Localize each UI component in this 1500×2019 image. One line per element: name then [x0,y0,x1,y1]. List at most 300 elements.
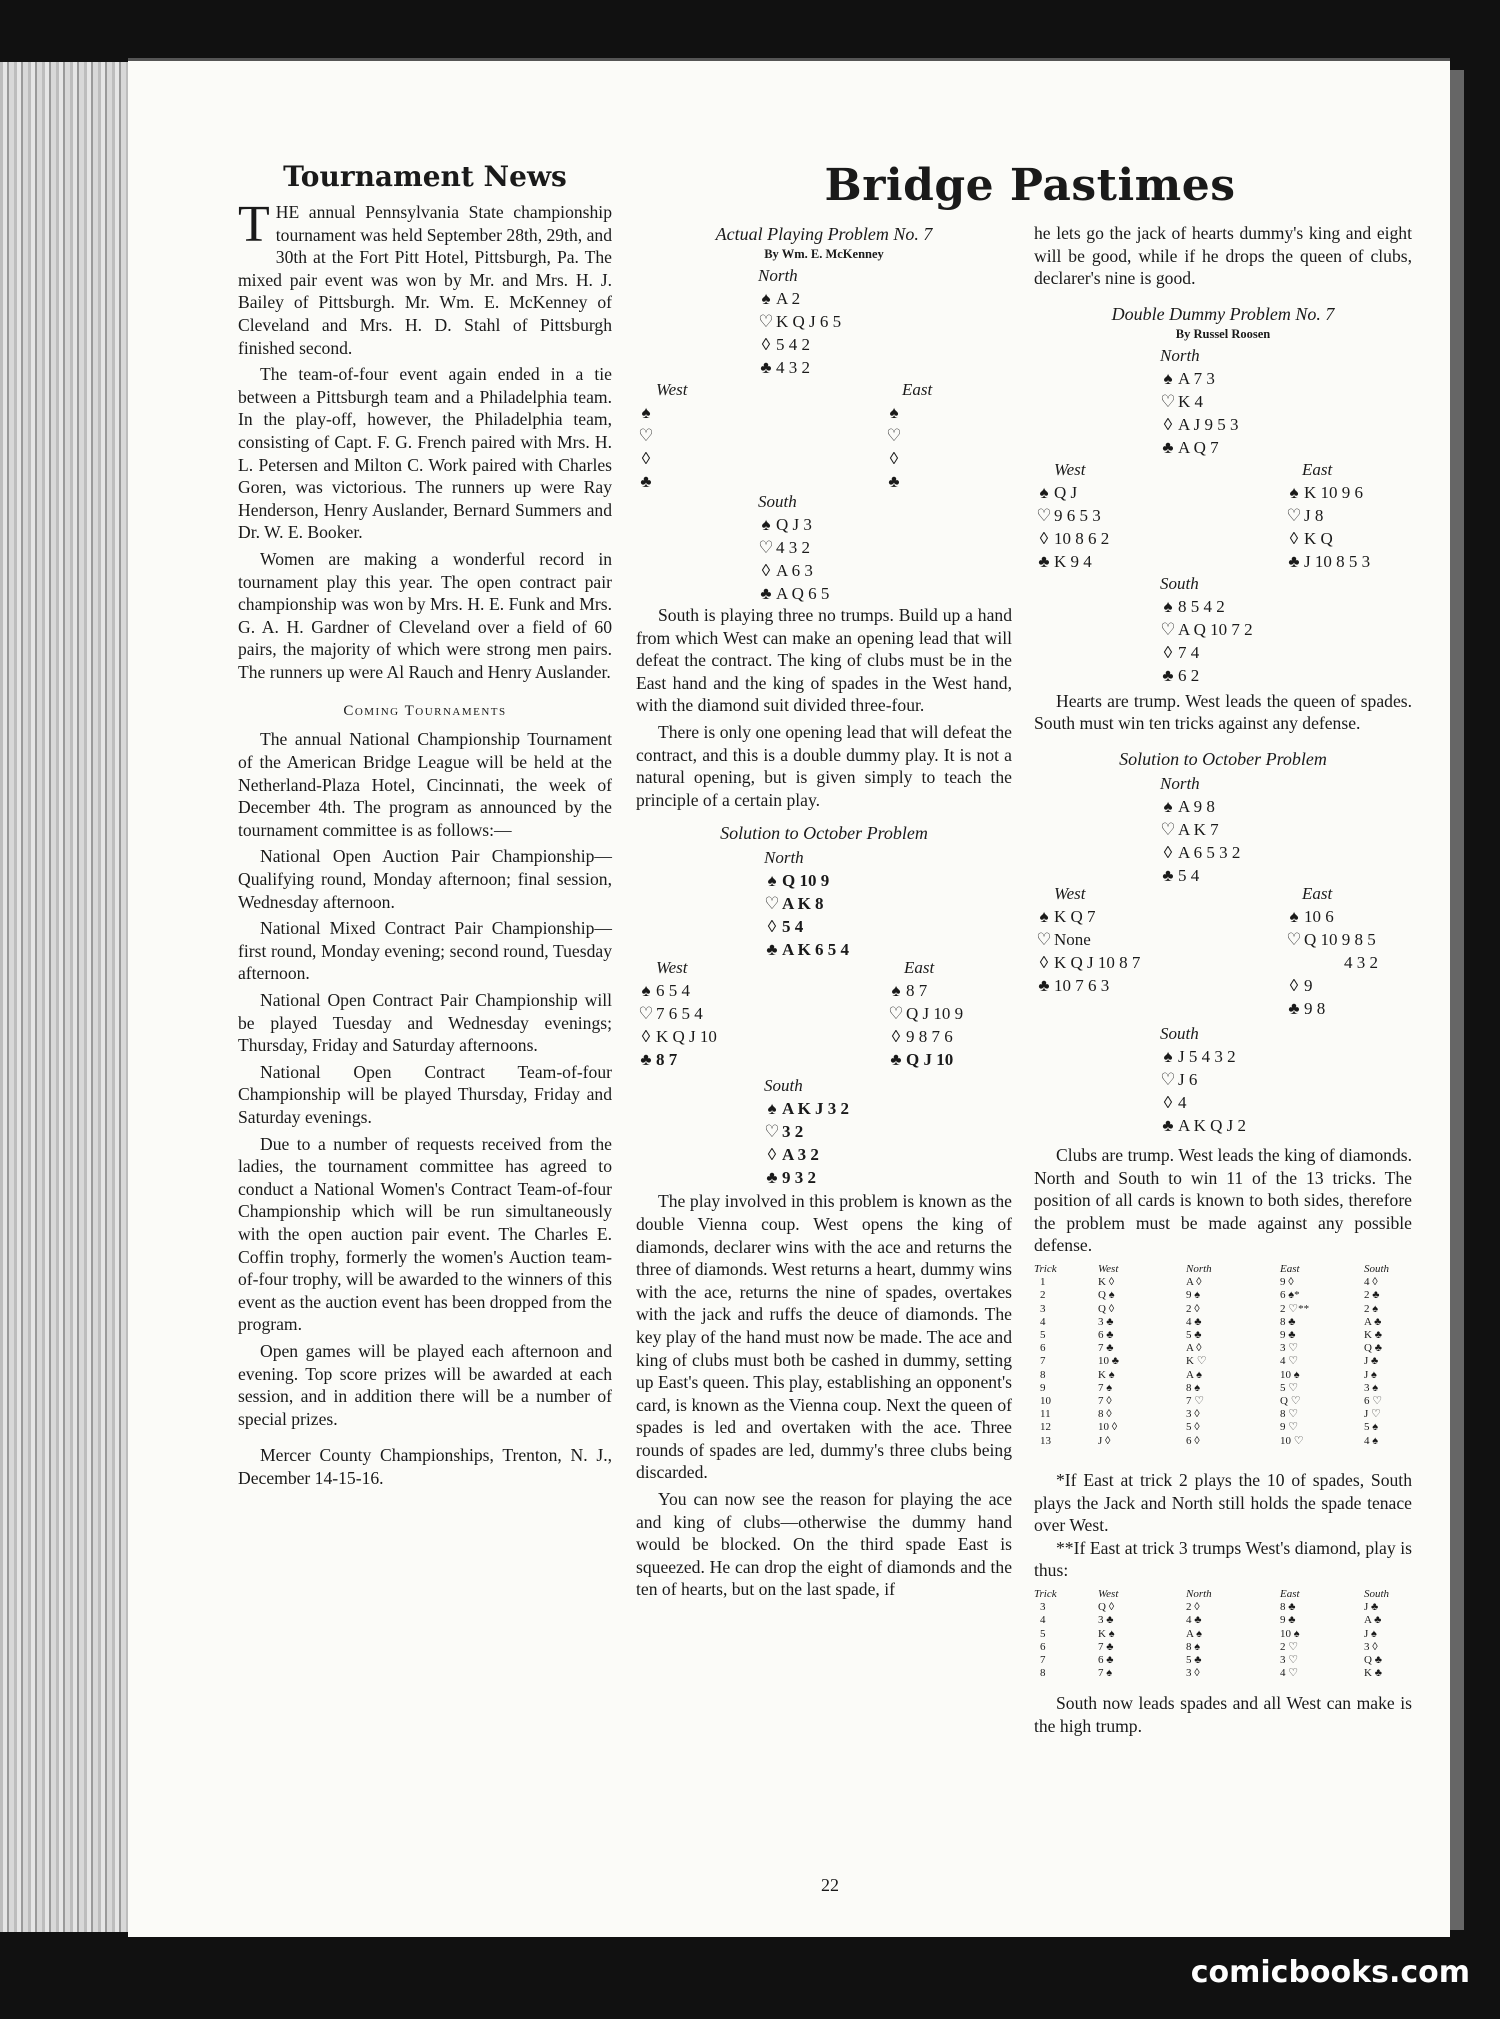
trick-cell: Q ♡ [1280,1394,1301,1407]
spade-icon: ♠ [1163,796,1173,816]
diamond-icon: ◊ [1039,952,1049,972]
paragraph: Mercer County Championships, Trenton, N. J., December 14-15-16. [238,1445,612,1488]
trick-cell: 3 ♠ [1364,1381,1379,1394]
diamond-icon: ◊ [891,1027,901,1047]
trick-cell: 9 ♠ [1186,1289,1201,1302]
club-cards: 10 7 6 3 [1054,975,1110,995]
heart-cards: K 4 [1178,391,1204,411]
heart-icon: ♡ [764,1122,780,1142]
trick-cell: K ♠ [1098,1368,1115,1381]
spade-icon: ♠ [761,289,771,308]
trick-cell: 6 ♣ [1098,1328,1114,1341]
club-cards: K 9 4 [1054,551,1092,571]
trick-cell: 10 ♠ [1280,1627,1300,1640]
hand-label: West [1054,883,1086,903]
trick-cell: 6 ♠* [1280,1289,1300,1302]
trick-cell: 5 ♡ [1280,1381,1299,1394]
spade-icon: ♠ [641,403,651,422]
hand-label: East [902,380,933,399]
watermark-text: comicbooks.com [1190,1955,1470,1990]
heart-cards: 4 3 2 [776,538,810,557]
heart-icon: ♡ [1160,1069,1176,1089]
spade-icon: ♠ [1163,1046,1173,1066]
diamond-cards: 7 4 [1178,642,1200,662]
diamond-cards: A 3 2 [782,1145,819,1165]
tournament-news-heading: Tournament News [283,160,567,193]
heart-cards: None [1054,929,1091,949]
trick-cell: 3 ◊ [1186,1408,1200,1421]
club-icon: ♣ [1162,437,1174,457]
trick-cell: 6 [1040,1342,1046,1355]
hand-label: North [1160,345,1200,365]
trick-cell: 5 [1040,1627,1046,1640]
club-icon: ♣ [1288,551,1300,571]
trick-column-west [1098,1588,1118,1680]
trick-column-header: Trick [1034,1262,1057,1275]
spade-icon: ♠ [761,515,771,534]
spade-cards: 8 5 4 2 [1178,596,1225,616]
trick-cell: Q ♣ [1364,1653,1382,1666]
club-icon: ♣ [766,1168,778,1188]
trick-cell: 8 [1040,1368,1046,1381]
north-hand [1158,344,1238,459]
diamond-cards: 4 [1178,1092,1187,1112]
west-hand [1034,458,1109,573]
club-icon: ♣ [1162,1115,1174,1135]
club-cards: 9 3 2 [782,1168,816,1188]
south-hand [756,490,829,605]
paragraph: Hearts are trump. West leads the queen of spades. South must win ten tricks against any defense. [1034,690,1412,734]
paragraph: There is only one opening lead that will defeat the contract, and this is a double dummy play. It is not a natural opening, but is given simply to teach the principle of a certain play. [636,721,1012,810]
hand-label: East [904,958,935,978]
trick-cell: 9 ♣ [1280,1614,1296,1627]
hand-label: South [1160,1023,1199,1043]
paragraph: South is playing three no trumps. Build up a hand from which West can make an opening lead that will defeat the contract. The king of clubs must be in the East hand and the king of spades in the West hand, with the diamond suit divided three-four. [636,605,1012,716]
trick-cell: 9 ◊ [1280,1276,1294,1289]
trick-cell: 3 ♣ [1098,1614,1114,1627]
trick-cell: 5 [1040,1328,1046,1341]
trick-cell: 3 ♡ [1280,1342,1299,1355]
heart-cards-continued: 4 3 2 [1344,952,1378,972]
spade-cards: A 9 8 [1178,796,1215,816]
trick-column-header: North [1186,1262,1212,1275]
club-cards: A Q 7 [1178,437,1219,457]
club-icon: ♣ [888,472,900,491]
trick-cell: 5 ♣ [1186,1328,1202,1341]
spade-icon: ♠ [891,981,901,1001]
heart-cards: K Q J 6 5 [776,312,842,331]
heart-icon: ♡ [1160,619,1176,639]
trick-cell: 4 ♡ [1280,1667,1299,1680]
problem-author: By Wm. E. McKenney [764,247,884,261]
spade-icon: ♠ [767,871,777,891]
club-icon: ♣ [1162,865,1174,885]
trick-cell: 5 ♣ [1186,1653,1202,1666]
bridge-diagram-2 [636,846,1012,1190]
trick-cell: 10 ♡ [1280,1434,1304,1447]
west-hand [636,378,688,493]
spade-cards: K Q 7 [1054,906,1096,926]
trick-cell: J ♠ [1364,1627,1377,1640]
paragraph: National Open Contract Team-of-four Championship will be played Thursday, Friday and Saturday evenings. [238,1061,612,1127]
trick-cell: 3 ◊ [1364,1640,1378,1653]
diamond-cards: 5 4 2 [776,335,810,354]
spade-icon: ♠ [1039,482,1049,502]
club-cards: 9 8 [1304,998,1326,1018]
club-cards: A Q 6 5 [776,584,830,603]
trick-cell: 7 [1040,1653,1046,1666]
paragraph: National Open Auction Pair Championship—Qualifying round, Monday afternoon; final session, Wednesday afternoon. [238,846,612,912]
bridge-diagram-4 [1034,772,1412,1144]
trick-column-header: South [1364,1262,1390,1275]
trick-cell: 3 [1040,1302,1046,1315]
spade-cards: 8 7 [906,981,928,1001]
trick-cell: 9 ♡ [1280,1421,1299,1434]
trick-cell: A ♣ [1364,1614,1382,1627]
club-icon: ♣ [760,584,772,603]
south-hand [1158,1022,1246,1137]
diamond-icon: ◊ [1163,642,1173,662]
paragraph [238,196,612,359]
north-hand [1158,772,1240,887]
club-icon: ♣ [760,358,772,377]
trick-cell: 4 [1040,1315,1046,1328]
page-number: 22 [821,1875,839,1895]
paragraph: National Mixed Contract Pair Championship—first round, Monday evening; second round, Tuesday afternoon. [238,918,612,984]
spade-icon: ♠ [889,403,899,422]
diamond-icon: ◊ [1163,842,1173,862]
coming-tournaments-subheading: Coming Tournaments [343,703,507,720]
club-icon: ♣ [1038,975,1050,995]
paragraph: You can now see the reason for playing the ace and king of clubs—otherwise the dummy hand would be blocked. On the third spade East is squeezed. He can drop the eight of diamonds and the ten of hearts, but on the last spade, if [636,1489,1012,1600]
heart-cards: 3 2 [782,1122,804,1142]
diamond-icon: ◊ [1163,414,1173,434]
club-icon: ♣ [1162,665,1174,685]
trick-table-1 [1034,1263,1412,1463]
trick-column-south [1364,1588,1389,1680]
heart-cards: A K 7 [1178,819,1219,839]
trick-cell: 3 ◊ [1186,1667,1200,1680]
trick-cell: 7 ♠ [1098,1381,1113,1394]
trick-column-header: South [1364,1587,1390,1600]
trick-cell: 2 ♡ [1280,1640,1299,1653]
trick-cell: 9 ♣ [1280,1328,1296,1341]
hand-label: South [758,492,797,511]
paragraph: The annual National Championship Tournament of the American Bridge League will be held at the Netherland-Plaza Hotel, Cincinnati, the week of December 4th. The program as announced by the tournament committee is as follows:— [238,729,612,840]
hand-label: North [764,848,804,868]
trick-cell: 4 ♣ [1186,1315,1202,1328]
trick-column-trick [1034,1263,1057,1448]
problem-title: Double Dummy Problem No. 7 [1111,303,1335,324]
paragraph: The play involved in this problem is known as the double Vienna coup. West opens the king of diamonds, declarer wins with the ace and returns the three of diamonds. West returns a heart, dummy wins with the ace, returns the nine of spades, overtakes with the jack and ruffs the deuce of diamonds. The key play of the hand must now be made. The ace and king of clubs must both be cashed in dummy, setting up East's queen. This play, establishing an opponent's card, is known as the Vienna coup. Next the queen of spades is led and overtaken with the ace. Three rounds of spades are led, dummy's three clubs being discarded. [636,1191,1012,1483]
diamond-icon: ◊ [889,449,899,468]
drop-cap: T [238,196,270,253]
trick-column-header: East [1280,1262,1300,1275]
club-icon: ♣ [890,1050,902,1070]
diamond-cards: 10 8 6 2 [1054,528,1110,548]
trick-cell: 7 ◊ [1098,1394,1112,1407]
paragraph: Open games will be played each afternoon and evening. Top score prizes will be awarded at each session, and in addition there will be a number of special prizes. [238,1340,612,1429]
trick-column-east [1280,1588,1300,1680]
trick-cell: 11 [1040,1408,1051,1421]
trick-cell: K ♣ [1364,1328,1382,1341]
trick-cell: 10 [1040,1394,1051,1407]
spade-icon: ♠ [641,981,651,1001]
heart-icon: ♡ [764,894,780,914]
trick-cell: 2 ◊ [1186,1601,1200,1614]
heart-icon: ♡ [1286,505,1302,525]
diamond-icon: ◊ [641,1027,651,1047]
solution-title: Solution to October Problem [1119,748,1327,769]
trick-cell: 2 ♠ [1364,1302,1379,1315]
heart-icon: ♡ [1160,819,1176,839]
spade-cards: J 5 4 3 2 [1178,1046,1236,1066]
solution-title: Solution to October Problem [720,823,928,844]
trick-cell: K ♡ [1186,1355,1207,1368]
east-hand [1284,882,1378,1020]
trick-cell: 3 ♣ [1098,1315,1114,1328]
trick-cell: A ♠ [1186,1368,1202,1381]
trick-cell: 7 ♣ [1098,1640,1114,1653]
trick-cell: Q ♣ [1364,1342,1382,1355]
heart-cards: Q 10 9 8 5 [1304,929,1376,949]
trick-cell: 8 ♣ [1280,1601,1296,1614]
heart-icon: ♡ [1036,505,1052,525]
trick-cell: 7 [1040,1355,1046,1368]
heart-cards: 7 6 5 4 [656,1004,703,1024]
trick-cell: Q ◊ [1098,1601,1115,1614]
trick-column-header: West [1098,1262,1119,1275]
trick-cell: A ◊ [1186,1276,1202,1289]
hand-label: North [758,266,798,285]
spade-cards: Q 10 9 [782,871,830,891]
heart-cards: Q J 10 9 [906,1004,964,1024]
trick-cell: Q ♠ [1098,1289,1115,1302]
diamond-cards: K Q [1304,528,1333,548]
paragraph: Due to a number of requests received from the ladies, the tournament committee has agreed to conduct a National Women's Contract Team-of-four Championship which will be run simultaneously with the open auction pair event. The Charles E. Coffin trophy, formerly the women's Auction team-of-four trophy, will be awarded to the winners of this event as the auction event has been dropped from the program. [238,1133,612,1335]
heart-icon: ♡ [888,1004,904,1024]
trick-cell: 10 ♠ [1280,1368,1300,1381]
hand-label: East [1302,459,1333,479]
trick-column-header: West [1098,1587,1119,1600]
problem-author: By Russel Roosen [1175,326,1271,341]
trick-cell: 2 ♡** [1280,1302,1310,1315]
bridge-diagram-3 [1034,344,1412,690]
hand-label: North [1160,773,1200,793]
trick-cell: 6 ♡ [1364,1394,1383,1407]
paragraph: he lets go the jack of hearts dummy's king and eight will be good, while if he drops the queen of clubs, declarer's nine is good. [1034,223,1412,289]
problem-title: Actual Playing Problem No. 7 [715,224,933,244]
diamond-icon: ◊ [641,449,651,468]
trick-cell: 5 ♠ [1364,1421,1379,1434]
paragraph: The team-of-four event again ended in a tie between a Pittsburgh team and a Philadelphia team. In the play-off, however, the Philadelphia team, consisting of Capt. F. G. French paired with Mrs. H. L. Petersen and Milton C. Work paired with Charles Goren, was victorious. The runners up were Ray Henderson, Henry Auslander, Bernard Summers and Dr. W. E. Booker. [238,364,612,543]
trick-cell: 10 ◊ [1098,1421,1118,1434]
heart-icon: ♡ [1036,929,1052,949]
trick-cell: A ♣ [1364,1315,1382,1328]
playing-problem-column [636,218,1012,1605]
club-icon: ♣ [640,1050,652,1070]
trick-cell: J ◊ [1098,1434,1111,1447]
east-hand [1284,458,1370,573]
spade-cards: 10 6 [1304,906,1334,926]
trick-column-west [1098,1263,1119,1448]
club-cards: 8 7 [656,1050,678,1070]
diamond-icon: ◊ [767,1145,777,1165]
spade-icon: ♠ [767,1099,777,1119]
trick-cell: 1 [1040,1276,1046,1289]
trick-cell: K ♠ [1098,1627,1115,1640]
heart-icon: ♡ [638,426,654,445]
footnote: **If East at trick 3 trumps West's diamond, play is thus: [1034,1537,1412,1581]
north-hand [762,846,849,961]
spade-icon: ♠ [1289,482,1299,502]
trick-cell: 6 [1040,1640,1046,1653]
diamond-icon: ◊ [1289,975,1299,995]
hand-label: East [1302,883,1333,903]
heart-cards: A Q 10 7 2 [1178,619,1253,639]
bridge-diagram-1 [636,264,1012,604]
trick-cell: 4 [1040,1614,1046,1627]
spade-cards: K 10 9 6 [1304,482,1364,502]
trick-cell: 8 ◊ [1098,1408,1112,1421]
trick-cell: 7 ♣ [1098,1342,1114,1355]
spade-cards: Q J 3 [776,515,812,534]
club-cards: 6 2 [1178,665,1200,685]
club-icon: ♣ [766,940,778,960]
trick-cell: 3 ♡ [1280,1653,1299,1666]
south-hand [1158,572,1253,687]
trick-cell: 10 ♣ [1098,1355,1119,1368]
hand-label: West [656,380,688,399]
club-cards: Q J 10 [906,1050,954,1070]
trick-cell: J ♣ [1364,1355,1379,1368]
spade-cards: A 2 [776,289,801,308]
heart-cards: J 6 [1178,1069,1198,1089]
trick-cell: K ◊ [1098,1276,1115,1289]
club-icon: ♣ [1288,998,1300,1018]
diamond-icon: ◊ [1163,1092,1173,1112]
hand-label: West [1054,459,1086,479]
spade-icon: ♠ [1039,906,1049,926]
trick-table-2 [1034,1588,1412,1686]
diamond-cards: A 6 5 3 2 [1178,842,1241,862]
diamond-cards: 5 4 [782,917,804,937]
heart-icon: ♡ [758,312,774,331]
spade-cards: Q J [1054,482,1078,502]
diamond-cards: K Q J 10 8 7 [1054,952,1141,972]
trick-cell: 4 ♣ [1186,1614,1202,1627]
footnote: *If East at trick 2 plays the 10 of spades, South plays the Jack and North still holds the spade tenace over West. [1034,1469,1412,1536]
trick-column-header: North [1186,1587,1212,1600]
club-cards: A K Q J 2 [1178,1115,1247,1135]
trick-column-header: Trick [1034,1587,1057,1600]
heart-icon: ♡ [1160,391,1176,411]
trick-column-south [1364,1263,1389,1448]
heart-icon: ♡ [1286,929,1302,949]
double-dummy-column [1034,222,1412,1741]
trick-cell: 6 ♣ [1098,1653,1114,1666]
club-cards: 4 3 2 [776,358,810,377]
spade-icon: ♠ [1163,368,1173,388]
trick-cell: 8 [1040,1667,1046,1680]
paragraph: South now leads spades and all West can make is the high trump. [1034,1692,1412,1736]
diamond-icon: ◊ [767,917,777,937]
heart-icon: ♡ [758,538,774,557]
trick-cell: 2 [1040,1289,1046,1302]
paragraph: Women are making a wonderful record in tournament play this year. The open contract pair championship was won by Mrs. H. E. Funk and Mrs. G. A. H. Gardner of Cleveland over a field of 60 pairs, the majority of which were strong men pairs. The runners up were Al Rauch and Henry Auslander. [238,548,612,682]
heart-icon: ♡ [638,1004,654,1024]
trick-cell: 4 ♠ [1364,1434,1379,1447]
trick-cell: K ♣ [1364,1667,1382,1680]
diamond-cards: 9 [1304,975,1313,995]
spade-cards: A 7 3 [1178,368,1215,388]
diamond-icon: ◊ [1289,528,1299,548]
diamond-icon: ◊ [761,561,771,580]
diamond-cards: A 6 3 [776,561,813,580]
trick-cell: 5 ◊ [1186,1421,1200,1434]
trick-cell: 7 ♠ [1098,1667,1113,1680]
diamond-cards: 9 8 7 6 [906,1027,953,1047]
trick-cell: 4 ◊ [1364,1276,1378,1289]
diamond-icon: ◊ [1039,528,1049,548]
trick-cell: 6 ◊ [1186,1434,1200,1447]
trick-column-north [1186,1588,1212,1680]
trick-cell: 3 [1040,1601,1046,1614]
club-cards: J 10 8 5 3 [1304,551,1371,571]
club-icon: ♣ [640,472,652,491]
page-title: Bridge Pastimes [824,160,1236,211]
trick-cell: J ♡ [1364,1408,1381,1421]
trick-cell: 7 ♡ [1186,1394,1205,1407]
heart-cards: J 8 [1304,505,1324,525]
paragraph-text: HE annual Pennsylvania State championship tournament was held September 28th, 29th, and 30th at the Fort Pitt Hotel, Pittsburgh, Pa. The mixed pair event was won by Mr. and Mrs. H. J. Bailey of Pittsburgh. Mr. Wm. E. McKenney of Cleveland and Mrs. H. D. Stahl of Pittsburgh finished second. [238,202,612,358]
trick-cell: A ◊ [1186,1342,1202,1355]
east-hand [884,378,932,493]
paragraph: Clubs are trump. West leads the king of diamonds. North and South to win 11 of the 13 tricks. The position of all cards is known to both sides, therefore the problem must be made against any possible defense. [1034,1144,1412,1256]
trick-cell: 4 ♡ [1280,1355,1299,1368]
trick-cell: 13 [1040,1434,1051,1447]
trick-column-east [1280,1263,1309,1448]
tournament-news-column [238,160,612,1493]
club-cards: 5 4 [1178,865,1200,885]
trick-cell: Q ◊ [1098,1302,1115,1315]
trick-column-trick [1034,1588,1057,1680]
heart-cards: 9 6 5 3 [1054,505,1101,525]
trick-column-north [1186,1263,1212,1448]
trick-cell: 8 ♠ [1186,1640,1201,1653]
diamond-icon: ◊ [761,335,771,354]
book-page-edges [0,62,128,1932]
diamond-cards: A J 9 5 3 [1178,414,1239,434]
hand-label: West [656,958,688,978]
diamond-cards: K Q J 10 [656,1027,717,1047]
trick-cell: 12 [1040,1421,1051,1434]
north-hand [756,264,841,379]
club-icon: ♣ [1038,551,1050,571]
trick-cell: J ♠ [1364,1368,1377,1381]
trick-cell: 8 ♣ [1280,1315,1296,1328]
trick-cell: 9 [1040,1381,1046,1394]
page-shadow [1450,70,1464,1930]
spade-cards: A K J 3 2 [782,1099,850,1119]
south-hand [762,1074,849,1189]
trick-cell: 8 ♡ [1280,1408,1299,1421]
west-hand [636,956,717,1071]
heart-icon: ♡ [886,426,902,445]
trick-cell: J ♣ [1364,1601,1379,1614]
paragraph: National Open Contract Pair Championship will be played Tuesday and Wednesday evenings; Thursday, Friday and Saturday afternoons. [238,990,612,1056]
hand-label: South [764,1076,803,1096]
